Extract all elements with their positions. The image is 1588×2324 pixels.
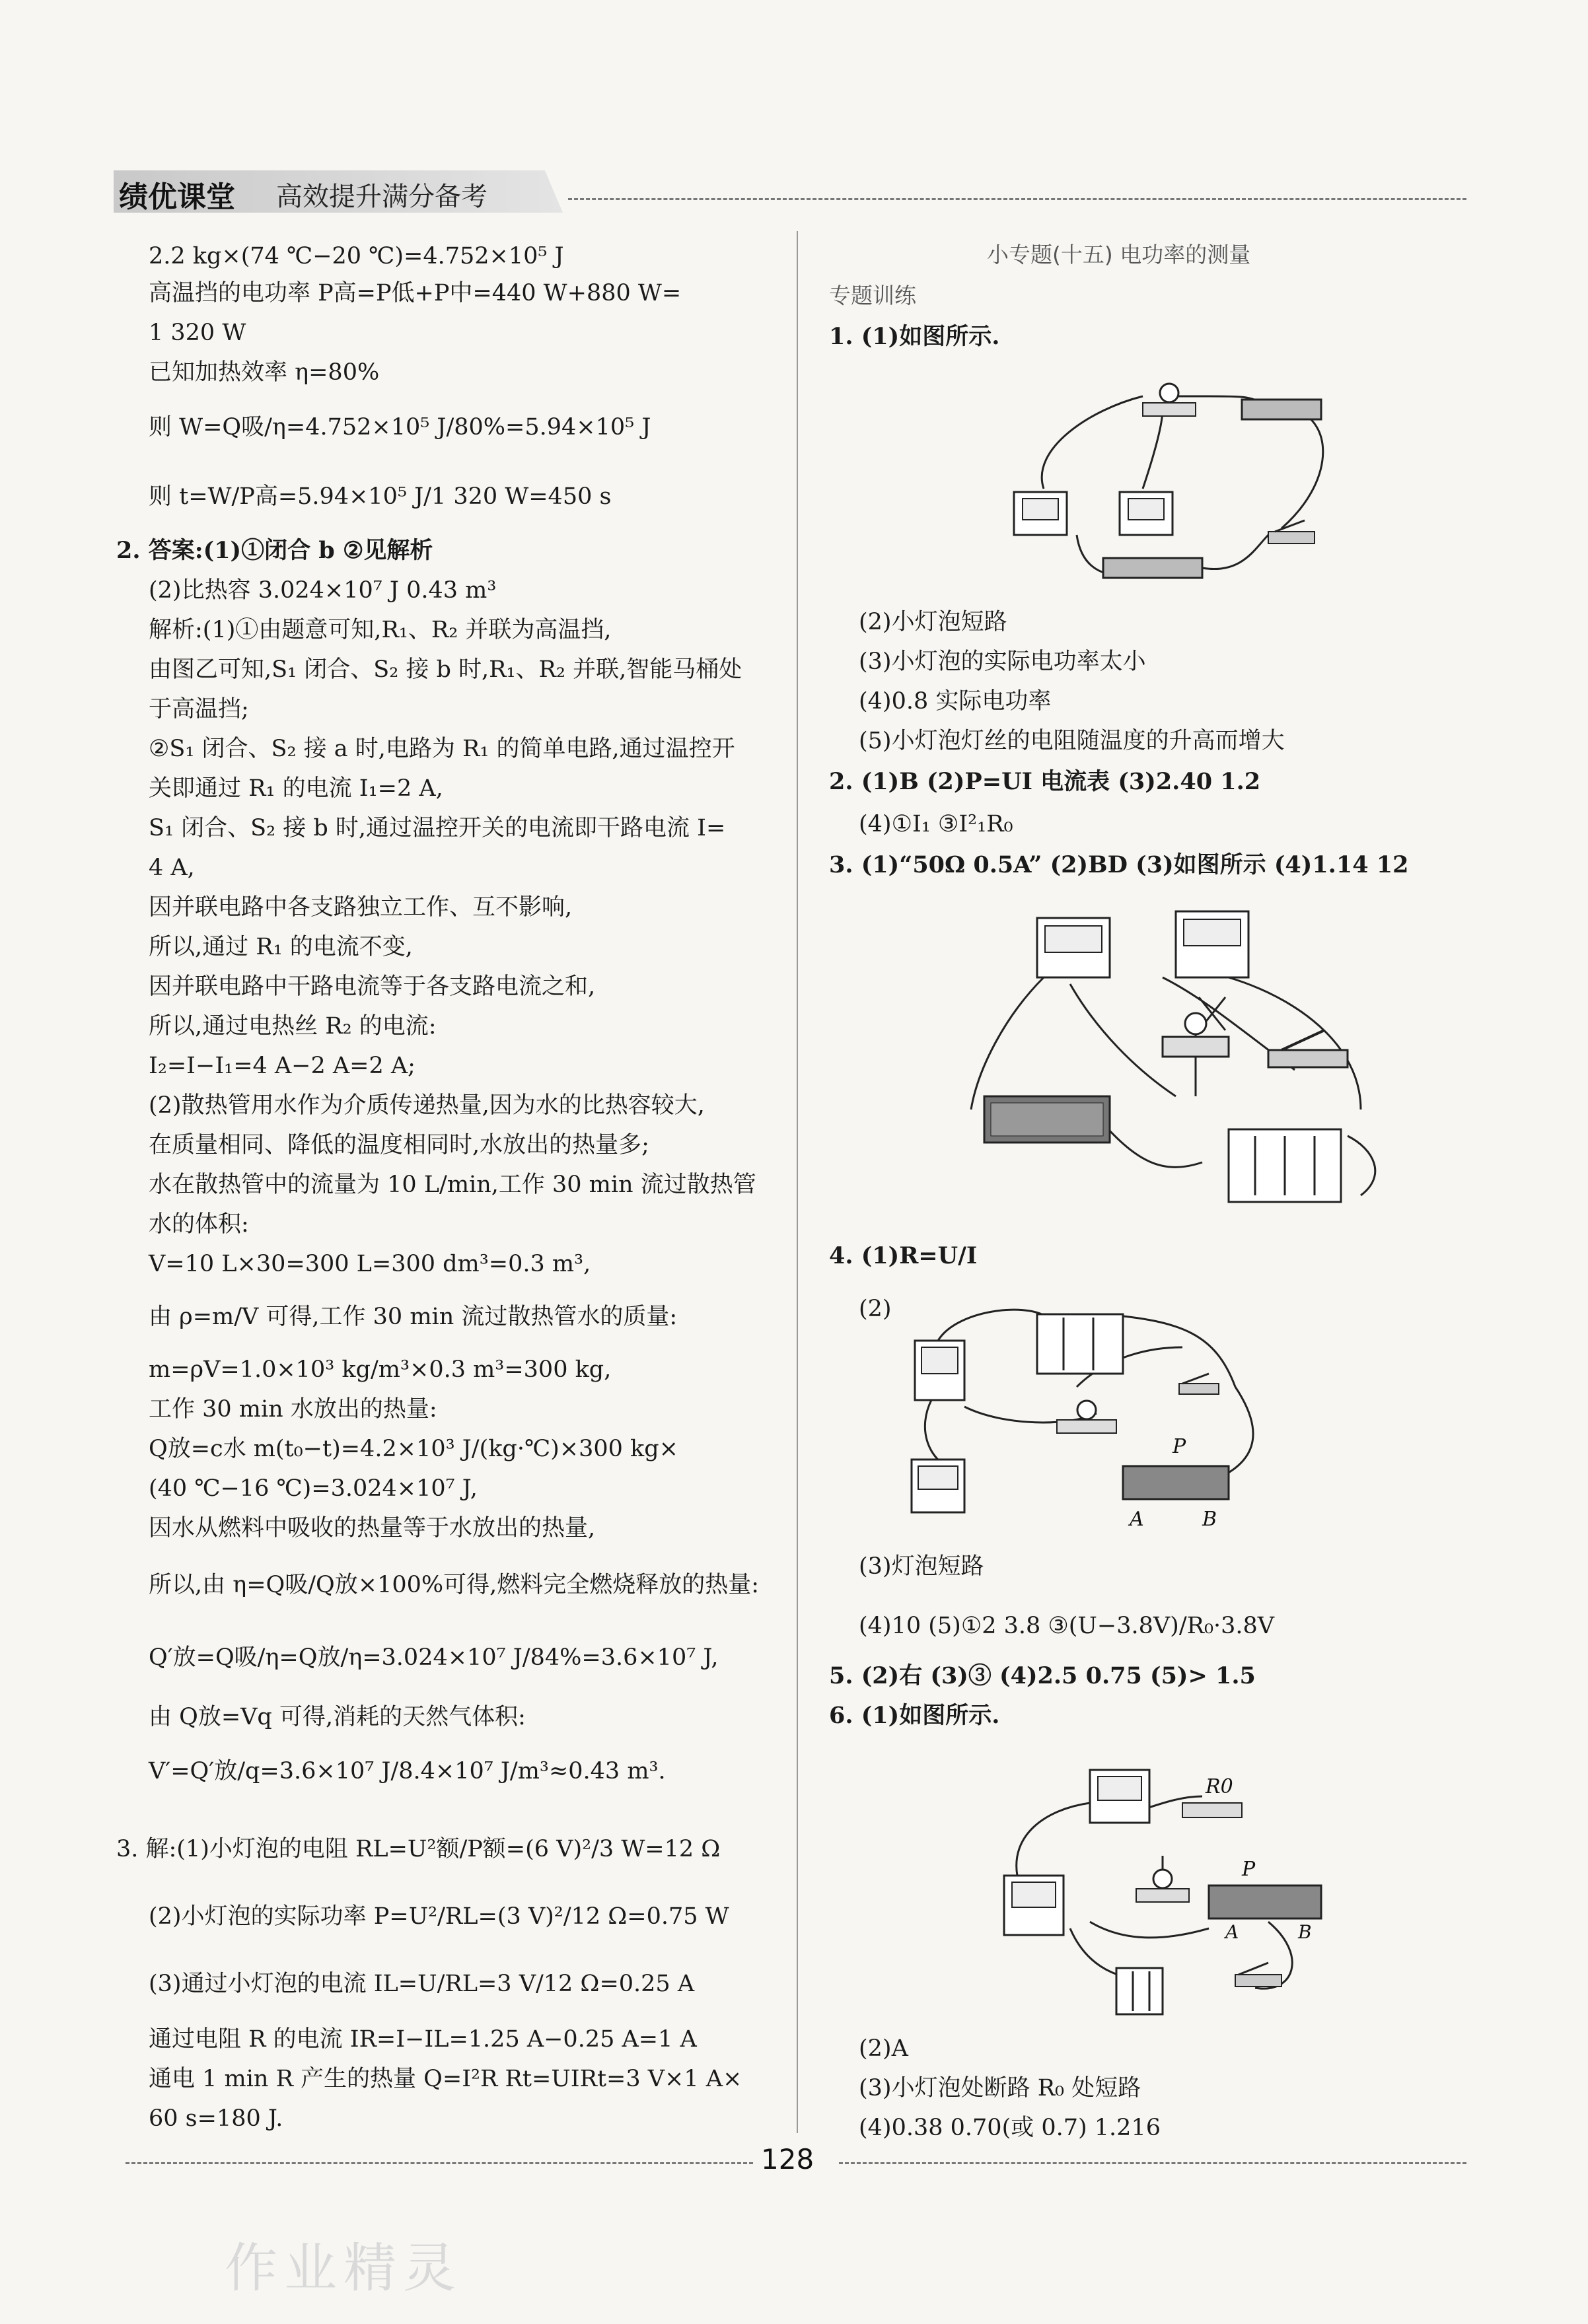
- rheostat-icon: [1123, 1466, 1229, 1499]
- switch-icon: [1235, 1975, 1281, 1987]
- text-line: 于高温挡;: [149, 696, 249, 722]
- text-line: 由 Q放=Vq 可得,消耗的天然气体积:: [149, 1704, 526, 1730]
- label-b: B: [1202, 1508, 1217, 1531]
- rheostat-icon: [1209, 1885, 1321, 1919]
- text-line: 高温挡的电功率 P高=P低+P中=440 W+880 W=: [149, 280, 682, 306]
- q5-line: 5. (2)右 (3)③ (4)2.5 0.75 (5)> 1.5: [829, 1662, 1256, 1689]
- label-a: A: [1225, 1921, 1239, 1943]
- q6-3: (3)小灯泡处断路 R₀ 处短路: [859, 2075, 1141, 2101]
- brand-slogan: 高效提升满分备考: [276, 182, 487, 212]
- text-line: 4 A,: [149, 855, 195, 881]
- q6-2: (2)A: [859, 2035, 908, 2062]
- text-line: 通过电阻 R 的电流 IR=I−IL=1.25 A−0.25 A=1 A: [149, 2026, 697, 2053]
- section-title: 小专题(十五) 电功率的测量: [987, 242, 1251, 267]
- text-line: (40 ℃−16 ℃)=3.024×10⁷ J,: [149, 1475, 478, 1502]
- q4-3: (3)灯泡短路: [859, 1553, 984, 1580]
- bulb-icon: [1160, 384, 1178, 402]
- resistor-r0-icon: [1182, 1803, 1242, 1817]
- footer-divider-left: [126, 2162, 753, 2164]
- formula-line: (2)小灯泡的实际功率 P=U²/RL=(3 V)²/12 Ω=0.75 W: [149, 1903, 729, 1930]
- text-line: 已知加热效率 η=80%: [149, 359, 380, 386]
- rheostat-icon: [1242, 400, 1321, 419]
- q1-2: (2)小灯泡短路: [859, 609, 1007, 635]
- q6-line: 6. (1)如图所示.: [829, 1702, 1000, 1729]
- text-line: 由图乙可知,S₁ 闭合、S₂ 接 b 时,R₁、R₂ 并联,智能马桶处: [149, 656, 742, 683]
- label-b: B: [1298, 1921, 1312, 1943]
- q3-line: 3. (1)“50Ω 0.5A” (2)BD (3)如图所示 (4)1.14 12: [829, 851, 1409, 878]
- circuit-diagram-1: [991, 370, 1361, 588]
- q2-4: (4)①I₁ ③I²₁R₀: [859, 811, 1013, 837]
- q6-4: (4)0.38 0.70(或 0.7) 1.216: [859, 2115, 1161, 2141]
- text-line: 解析:(1)①由题意可知,R₁、R₂ 并联为高温挡,: [149, 617, 612, 643]
- text-line: 所以,通过电热丝 R₂ 的电流:: [149, 1013, 437, 1039]
- q1-5: (5)小灯泡灯丝的电阻随温度的升高而增大: [859, 728, 1285, 754]
- text-line: 因并联电路中各支路独立工作、互不影响,: [149, 894, 573, 921]
- text-line: 60 s=180 J.: [149, 2105, 283, 2132]
- formula-line: 则 W=Q吸/η=4.752×10⁵ J/80%=5.94×10⁵ J: [149, 414, 651, 440]
- formula-line: 由 ρ=m/V 可得,工作 30 min 流过散热管水的质量:: [149, 1304, 678, 1330]
- footer-divider-right: [839, 2162, 1466, 2164]
- text-line: 工作 30 min 水放出的热量:: [149, 1396, 437, 1423]
- text-line: 因水从燃料中吸收的热量等于水放出的热量,: [149, 1515, 596, 1541]
- bulb-icon: [1153, 1870, 1172, 1888]
- subsection-title: 专题训练: [829, 283, 916, 308]
- circuit-diagram-3: [964, 898, 1400, 1228]
- text-line: 水在散热管中的流量为 10 L/min,工作 30 min 流过散热管: [149, 1172, 756, 1198]
- circuit-diagram-4: [905, 1294, 1275, 1545]
- switch-icon: [1268, 1050, 1348, 1067]
- text-line: 关即通过 R₁ 的电流 I₁=2 A,: [149, 775, 443, 802]
- switch-icon: [1268, 532, 1315, 544]
- text-line: (2)散热管用水作为介质传递热量,因为水的比热容较大,: [149, 1092, 705, 1119]
- text-line: S₁ 闭合、S₂ 接 b 时,通过温控开关的电流即干路电流 I=: [149, 815, 726, 841]
- label-p: P: [1242, 1858, 1256, 1881]
- answer-2-heading: 2. 答案:(1)①闭合 b ②见解析: [116, 537, 433, 564]
- lamp-base-icon: [1163, 1037, 1229, 1057]
- text-line: 1 320 W: [149, 320, 246, 346]
- text-line: Q放=c水 m(t₀−t)=4.2×10³ J/(kg·℃)×300 kg×: [149, 1436, 678, 1462]
- formula-line: 所以,由 η=Q吸/Q放×100%可得,燃料完全燃烧释放的热量:: [149, 1572, 760, 1598]
- text-line: 2.2 kg×(74 ℃−20 ℃)=4.752×10⁵ J: [149, 243, 564, 269]
- column-divider: [797, 231, 798, 2133]
- formula-line: 则 t=W/P高=5.94×10⁵ J/1 320 W=450 s: [149, 483, 612, 510]
- formula-line: Q′放=Q吸/η=Q放/η=3.024×10⁷ J/84%=3.6×10⁷ J,: [149, 1644, 719, 1671]
- bulb-icon: [1185, 1013, 1206, 1034]
- text-line: I₂=I−I₁=4 A−2 A=2 A;: [149, 1053, 415, 1079]
- page-number: 128: [761, 2143, 814, 2175]
- lamp-base-icon: [1057, 1420, 1116, 1433]
- q1-4: (4)0.8 实际电功率: [859, 688, 1052, 715]
- brand-title: 绩优课堂: [119, 180, 235, 214]
- bulb-icon: [1077, 1401, 1096, 1419]
- watermark: 作业精灵: [225, 2237, 462, 2299]
- label-r0: R0: [1206, 1775, 1233, 1798]
- text-line: m=ρV=1.0×10³ kg/m³×0.3 m³=300 kg,: [149, 1356, 612, 1383]
- text-line: (2)比热容 3.024×10⁷ J 0.43 m³: [149, 577, 497, 604]
- text-line: 所以,通过 R₁ 的电流不变,: [149, 934, 413, 960]
- q4-2: (2): [859, 1296, 892, 1322]
- label-a: A: [1130, 1508, 1144, 1531]
- label-p: P: [1173, 1435, 1186, 1458]
- switch-icon: [1179, 1384, 1219, 1394]
- lamp-base-icon: [1143, 403, 1196, 416]
- formula-line: V′=Q′放/q=3.6×10⁷ J/8.4×10⁷ J/m³≈0.43 m³.: [149, 1758, 666, 1784]
- battery-icon: [1037, 1314, 1123, 1374]
- text-line: 在质量相同、降低的温度相同时,水放出的热量多;: [149, 1132, 649, 1158]
- text-line: ②S₁ 闭合、S₂ 接 a 时,电路为 R₁ 的简单电路,通过温控开: [149, 736, 735, 762]
- formula-line: (3)通过小灯泡的电流 IL=U/RL=3 V/12 Ω=0.25 A: [149, 1971, 695, 1997]
- q2-line: 2. (1)B (2)P=UI 电流表 (3)2.40 1.2: [829, 768, 1261, 795]
- header-divider: [568, 198, 1466, 200]
- q4-line: 4. (1)R=U/I: [829, 1242, 978, 1269]
- lamp-base-icon: [1136, 1889, 1189, 1902]
- circuit-diagram-6: [991, 1757, 1361, 2021]
- text-line: 因并联电路中干路电流等于各支路电流之和,: [149, 973, 596, 1000]
- text-line: 通电 1 min R 产生的热量 Q=I²R Rt=UIRt=3 V×1 A×: [149, 2066, 742, 2092]
- battery-icon: [1116, 1968, 1163, 2014]
- text-line: V=10 L×30=300 L=300 dm³=0.3 m³,: [149, 1251, 591, 1277]
- q1-3: (3)小灯泡的实际电功率太小: [859, 649, 1146, 675]
- q4-4: (4)10 (5)①2 3.8 ③(U−3.8V)/R₀·3.8V: [859, 1613, 1275, 1639]
- battery-icon: [1103, 558, 1202, 578]
- q1-line: 1. (1)如图所示.: [829, 323, 1000, 350]
- text-line: 水的体积:: [149, 1211, 249, 1238]
- answer-3-heading: 3. 解:(1)小灯泡的电阻 RL=U²额/P额=(6 V)²/3 W=12 Ω: [116, 1836, 721, 1862]
